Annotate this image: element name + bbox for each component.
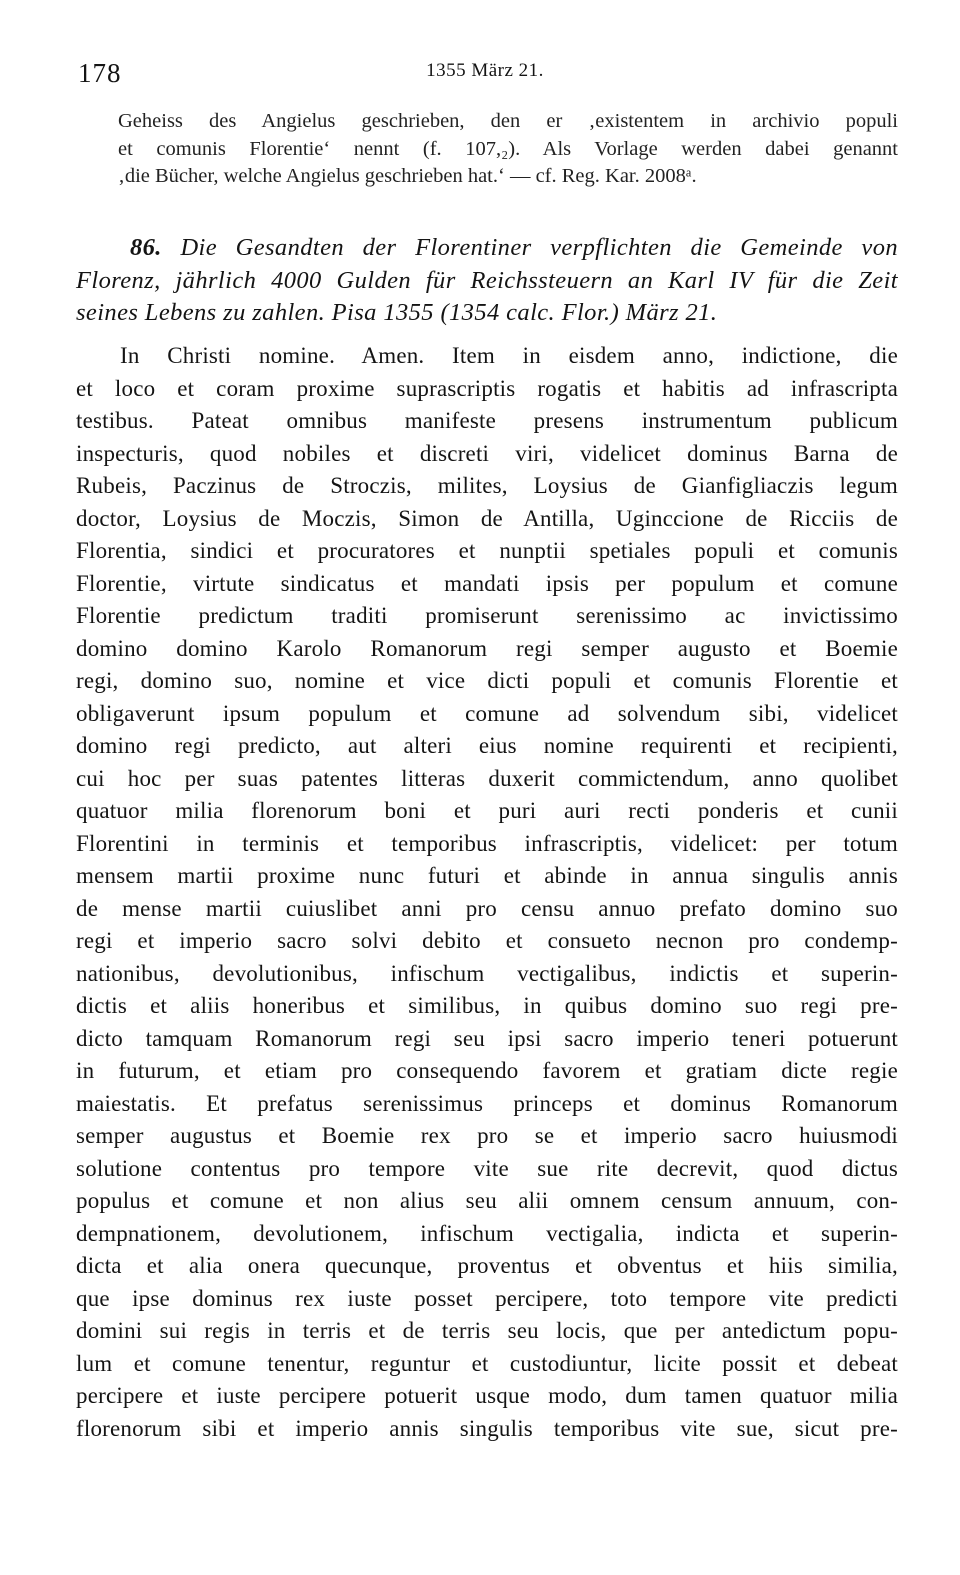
text-line: cui hoc per suas patentes litteras duxerit commictendum, anno quolibet: [76, 765, 898, 791]
preceding-note-line: et comunis Florentie‘ nennt (f. 107,₂). Als Vorlage werden dabei genannt: [118, 137, 898, 160]
preceding-note-line: Geheiss des Angielus geschrieben, den er ‚existentem in archivio populi: [118, 110, 898, 132]
text-line: Florentini in terminis et temporibus infrascriptis, videlicet: per totum: [76, 830, 898, 856]
text-line: quatuor milia florenorum boni et puri auri recti ponderis et cunii: [76, 798, 898, 823]
text-line: lum et comune tenentur, reguntur et custodiuntur, licite possit et debeat: [76, 1350, 898, 1376]
text-line: doctor, Loysius de Moczis, Simon de Antilla, Uginccione de Ricciis de: [76, 505, 898, 531]
text-line: domino regi predicto, aut alteri eius nomine requirenti et recipienti,: [76, 733, 898, 758]
text-line: populus et comune et non alius seu alii omnem censum annuum, con-: [76, 1188, 898, 1213]
preceding-note: [118, 108, 898, 191]
regest-line: Die Gesandten der Florentiner verpflichten die Gemeinde von: [180, 234, 898, 261]
text-line: Florentia, sindici et procuratores et nunptii spetiales populi et comunis: [76, 538, 898, 563]
text-line: que ipse dominus rex iuste posset percipere, toto tempore vite predicti: [76, 1285, 898, 1311]
text-line: et loco et coram proxime suprascriptis rogatis et habitis ad infrascripta: [76, 375, 898, 401]
text-line: solutione contentus pro tempore vite sue rite decrevit, quod dictus: [76, 1155, 898, 1181]
text-line: Florentie predictum traditi promiserunt serenissimo ac invictissimo: [76, 603, 898, 628]
text-line: in futurum, et etiam pro consequendo favorem et gratiam dicte regie: [76, 1058, 898, 1083]
text-line: dicto tamquam Romanorum regi seu ipsi sacro imperio teneri potuerunt: [76, 1025, 898, 1051]
text-line: maiestatis. Et prefatus serenissimus princeps et dominus Romanorum: [76, 1090, 898, 1116]
text-line: de mense martii cuiuslibet anni pro censu annuo prefato domino suo: [76, 895, 898, 921]
text-line: dictis et aliis honeribus et similibus, in quibus domino suo regi pre-: [76, 993, 898, 1018]
regest-line: Florenz, jährlich 4000 Gulden für Reichssteuern an Karl IV für die Zeit: [76, 266, 898, 294]
regest-line: seines Lebens zu zahlen. Pisa 1355 (1354 calc. Flor.) März 21.: [76, 299, 718, 326]
text-line: Rubeis, Paczinus de Stroczis, milites, Loysius de Gianfigliaczis legum: [76, 473, 898, 498]
text-line: regi et imperio sacro solvi debito et consueto necnon pro condemp-: [76, 928, 898, 953]
preceding-note-line: ‚die Bücher, welche Angielus geschrieben hat.‘ — cf. Reg. Kar. 2008ᵃ.: [118, 165, 697, 187]
running-head: [72, 58, 898, 94]
text-line: dempnationem, devolutionem, infischum vectigalia, indicta et superin-: [76, 1220, 898, 1246]
text-line: florenorum sibi et imperio annis singulis temporibus vite sue, sicut pre-: [76, 1415, 898, 1441]
header-date: 1355 März 21.: [426, 60, 544, 81]
text-line: testibus. Pateat omnibus manifeste presens instrumentum publicum: [76, 408, 898, 433]
text-line: nationibus, devolutionibus, infischum vectigalibus, indictis et superin-: [76, 960, 898, 986]
text-line: mensem martii proxime nunc futuri et abinde in annua singulis annis: [76, 863, 898, 888]
text-line: dicta et alia onera quecunque, proventus et obventus et hiis similia,: [76, 1253, 898, 1278]
text-line: regi, domino suo, nomine et vice dicti populi et comunis Florentie et: [76, 668, 898, 693]
text-line: inspecturis, quod nobiles et discreti viri, videlicet dominus Barna de: [76, 440, 898, 466]
document-number: 86.: [130, 234, 162, 261]
text-line: Florentie, virtute sindicatus et mandati ipsis per populum et comune: [76, 570, 898, 596]
document-regest: [76, 232, 898, 330]
text-line: domini sui regis in terris et de terris seu locis, que per antedictum popu-: [76, 1318, 898, 1343]
document-text: [76, 340, 898, 1445]
regest-line-first: [76, 232, 898, 265]
text-line: percipere et iuste percipere potuerit usque modo, dum tamen quatuor milia: [76, 1383, 898, 1408]
text-line: domino domino Karolo Romanorum regi semper augusto et Boemie: [76, 635, 898, 661]
text-line: obligaverunt ipsum populum et comune ad solvendum sibi, videlicet: [76, 700, 898, 726]
text-line: In Christi nomine. Amen. Item in eisdem anno, indictione, die: [120, 343, 898, 368]
text-line: semper augustus et Boemie rex pro se et imperio sacro huiusmodi: [76, 1123, 898, 1148]
page-number: 178: [78, 58, 122, 88]
